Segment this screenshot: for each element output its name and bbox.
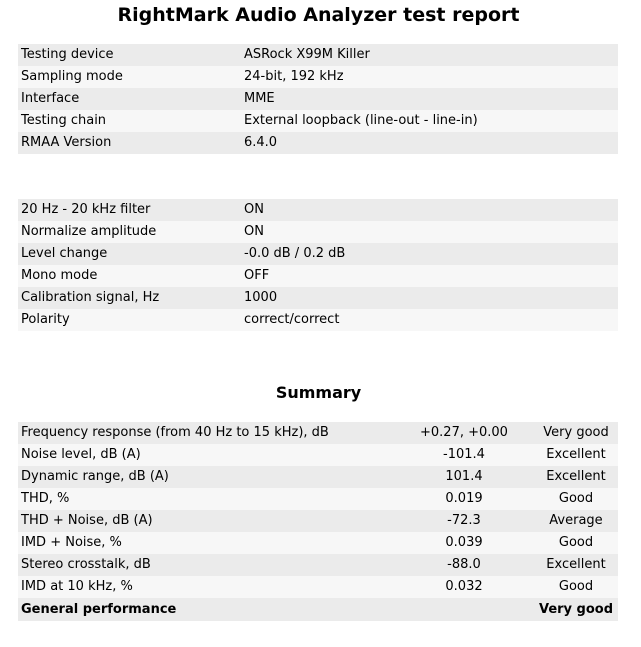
general-performance-value [394,598,534,621]
table-row [18,309,618,331]
table-row [18,576,618,598]
summary-value: 0.019 [394,488,534,510]
setting-value: correct/correct [241,309,618,331]
setting-label: Calibration signal, Hz [18,287,241,309]
table-row [18,287,618,309]
general-performance-row [18,598,618,621]
setting-label: Level change [18,243,241,265]
summary-value: -88.0 [394,554,534,576]
info-value: ASRock X99M Killer [241,44,618,66]
summary-parameter: IMD at 10 kHz, % [18,576,394,598]
summary-value: +0.27, +0.00 [394,422,534,444]
table-row [18,199,618,221]
table-row [18,510,618,532]
info-value: 24-bit, 192 kHz [241,66,618,88]
table-row [18,466,618,488]
table-row [18,444,618,466]
summary-value: -101.4 [394,444,534,466]
device-info-table [18,44,618,154]
summary-rating: Very good [534,422,618,444]
summary-rating: Excellent [534,554,618,576]
settings-table [18,199,618,331]
summary-parameter: Dynamic range, dB (A) [18,466,394,488]
summary-rating: Excellent [534,444,618,466]
setting-value: ON [241,199,618,221]
summary-value: 0.039 [394,532,534,554]
table-row [18,265,618,287]
summary-value: 101.4 [394,466,534,488]
table-row [18,532,618,554]
table-row [18,88,618,110]
info-value: MME [241,88,618,110]
summary-parameter: Noise level, dB (A) [18,444,394,466]
summary-parameter: THD, % [18,488,394,510]
info-label: Testing chain [18,110,241,132]
summary-table [18,422,618,621]
summary-rating: Average [534,510,618,532]
table-row [18,132,618,154]
summary-rating: Excellent [534,466,618,488]
info-label: Testing device [18,44,241,66]
general-performance-rating: Very good [534,598,618,621]
info-label: Interface [18,88,241,110]
summary-parameter: Frequency response (from 40 Hz to 15 kHz), dB [18,422,394,444]
summary-parameter: Stereo crosstalk, dB [18,554,394,576]
setting-value: 1000 [241,287,618,309]
info-label: RMAA Version [18,132,241,154]
info-value: 6.4.0 [241,132,618,154]
setting-label: Normalize amplitude [18,221,241,243]
setting-value: -0.0 dB / 0.2 dB [241,243,618,265]
summary-heading: Summary [275,383,362,402]
setting-value: OFF [241,265,618,287]
summary-parameter: IMD + Noise, % [18,532,394,554]
report-title: RightMark Audio Analyzer test report [117,4,520,26]
summary-rating: Good [534,576,618,598]
table-row [18,221,618,243]
general-performance-label: General performance [18,598,394,621]
summary-value: -72.3 [394,510,534,532]
table-row [18,554,618,576]
setting-label: Mono mode [18,265,241,287]
setting-label: 20 Hz - 20 kHz filter [18,199,241,221]
summary-rating: Good [534,532,618,554]
info-value: External loopback (line-out - line-in) [241,110,618,132]
table-row [18,66,618,88]
summary-parameter: THD + Noise, dB (A) [18,510,394,532]
table-row [18,488,618,510]
summary-value: 0.032 [394,576,534,598]
table-row [18,110,618,132]
setting-label: Polarity [18,309,241,331]
summary-rating: Good [534,488,618,510]
setting-value: ON [241,221,618,243]
table-row [18,243,618,265]
table-row [18,422,618,444]
info-label: Sampling mode [18,66,241,88]
table-row [18,44,618,66]
